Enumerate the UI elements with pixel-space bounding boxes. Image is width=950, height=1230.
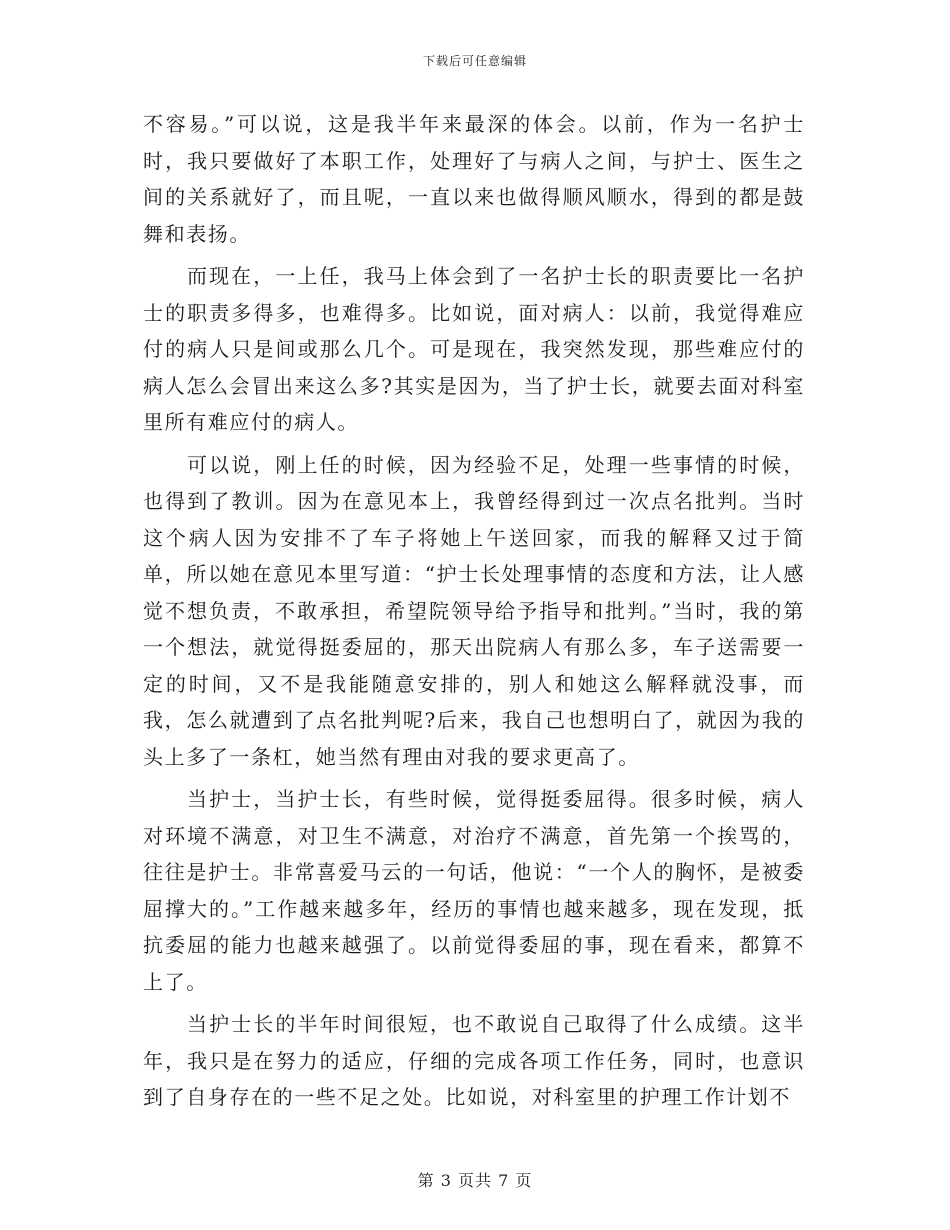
paragraph-grievance: 当护士，当护士长，有些时候，觉得挺委屈得。很多时候，病人对环境不满意，对卫生不满意，对治疗不满意，首先第一个挨骂的，往往是护士。非常喜爱马云的一句话，他说：“一个人的胸怀，是被委屈撑大的。”工作越来越多年，经历的事情也越来越多，现在发现，抵抗委屈的能力也越来越强了。以前觉得委屈的事，现在看来，都算不上了。 <box>143 787 805 994</box>
paragraph-continuation: 不容易。”可以说，这是我半年来最深的体会。以前，作为一名护士时，我只要做好了本职工作，处理好了与病人之间，与护士、医生之间的关系就好了，而且呢，一直以来也做得顺风顺水，得到的都是鼓舞和表扬。 <box>143 112 805 246</box>
paragraph-half-year: 当护士长的半年时间很短，也不敢说自己取得了什么成绩。这半年，我只是在努力的适应，仔细的完成各项工作任务，同时，也意识到了自身存在的一些不足之处。比如说，对科室里的护理工作计划不 <box>143 1012 805 1109</box>
page-header: 下载后可任意编辑 <box>422 54 527 68</box>
page-number: 第 3 页共 7 页 <box>417 1171 533 1190</box>
document-body <box>143 106 805 1122</box>
paragraph-new-role: 而现在，一上任，我马上体会到了一名护士长的职责要比一名护士的职责多得多，也难得多。比如说，面对病人：以前，我觉得难应付的病人只是间或那么几个。可是现在，我突然发现，那些难应付的病人怎么会冒出来这么多?其实是因为，当了护士长，就要去面对科室里所有难应付的病人。 <box>143 264 805 434</box>
paragraph-lesson: 可以说，刚上任的时候，因为经验不足，处理一些事情的时候，也得到了教训。因为在意见本上，我曾经得到过一次点名批判。当时这个病人因为安排不了车子将她上午送回家，而我的解释又过于简单，所以她在意见本里写道：“护士长处理事情的态度和方法，让人感觉不想负责，不敢承担，希望院领导给予指导和批判。”当时，我的第一个想法，就觉得挺委屈的，那天出院病人有那么多，车子送需要一定的时间，又不是我能随意安排的，别人和她这么解释就没事，而我，怎么就遭到了点名批判呢?后来，我自己也想明白了，就因为我的头上多了一条杠，她当然有理由对我的要求更高了。 <box>143 452 805 769</box>
